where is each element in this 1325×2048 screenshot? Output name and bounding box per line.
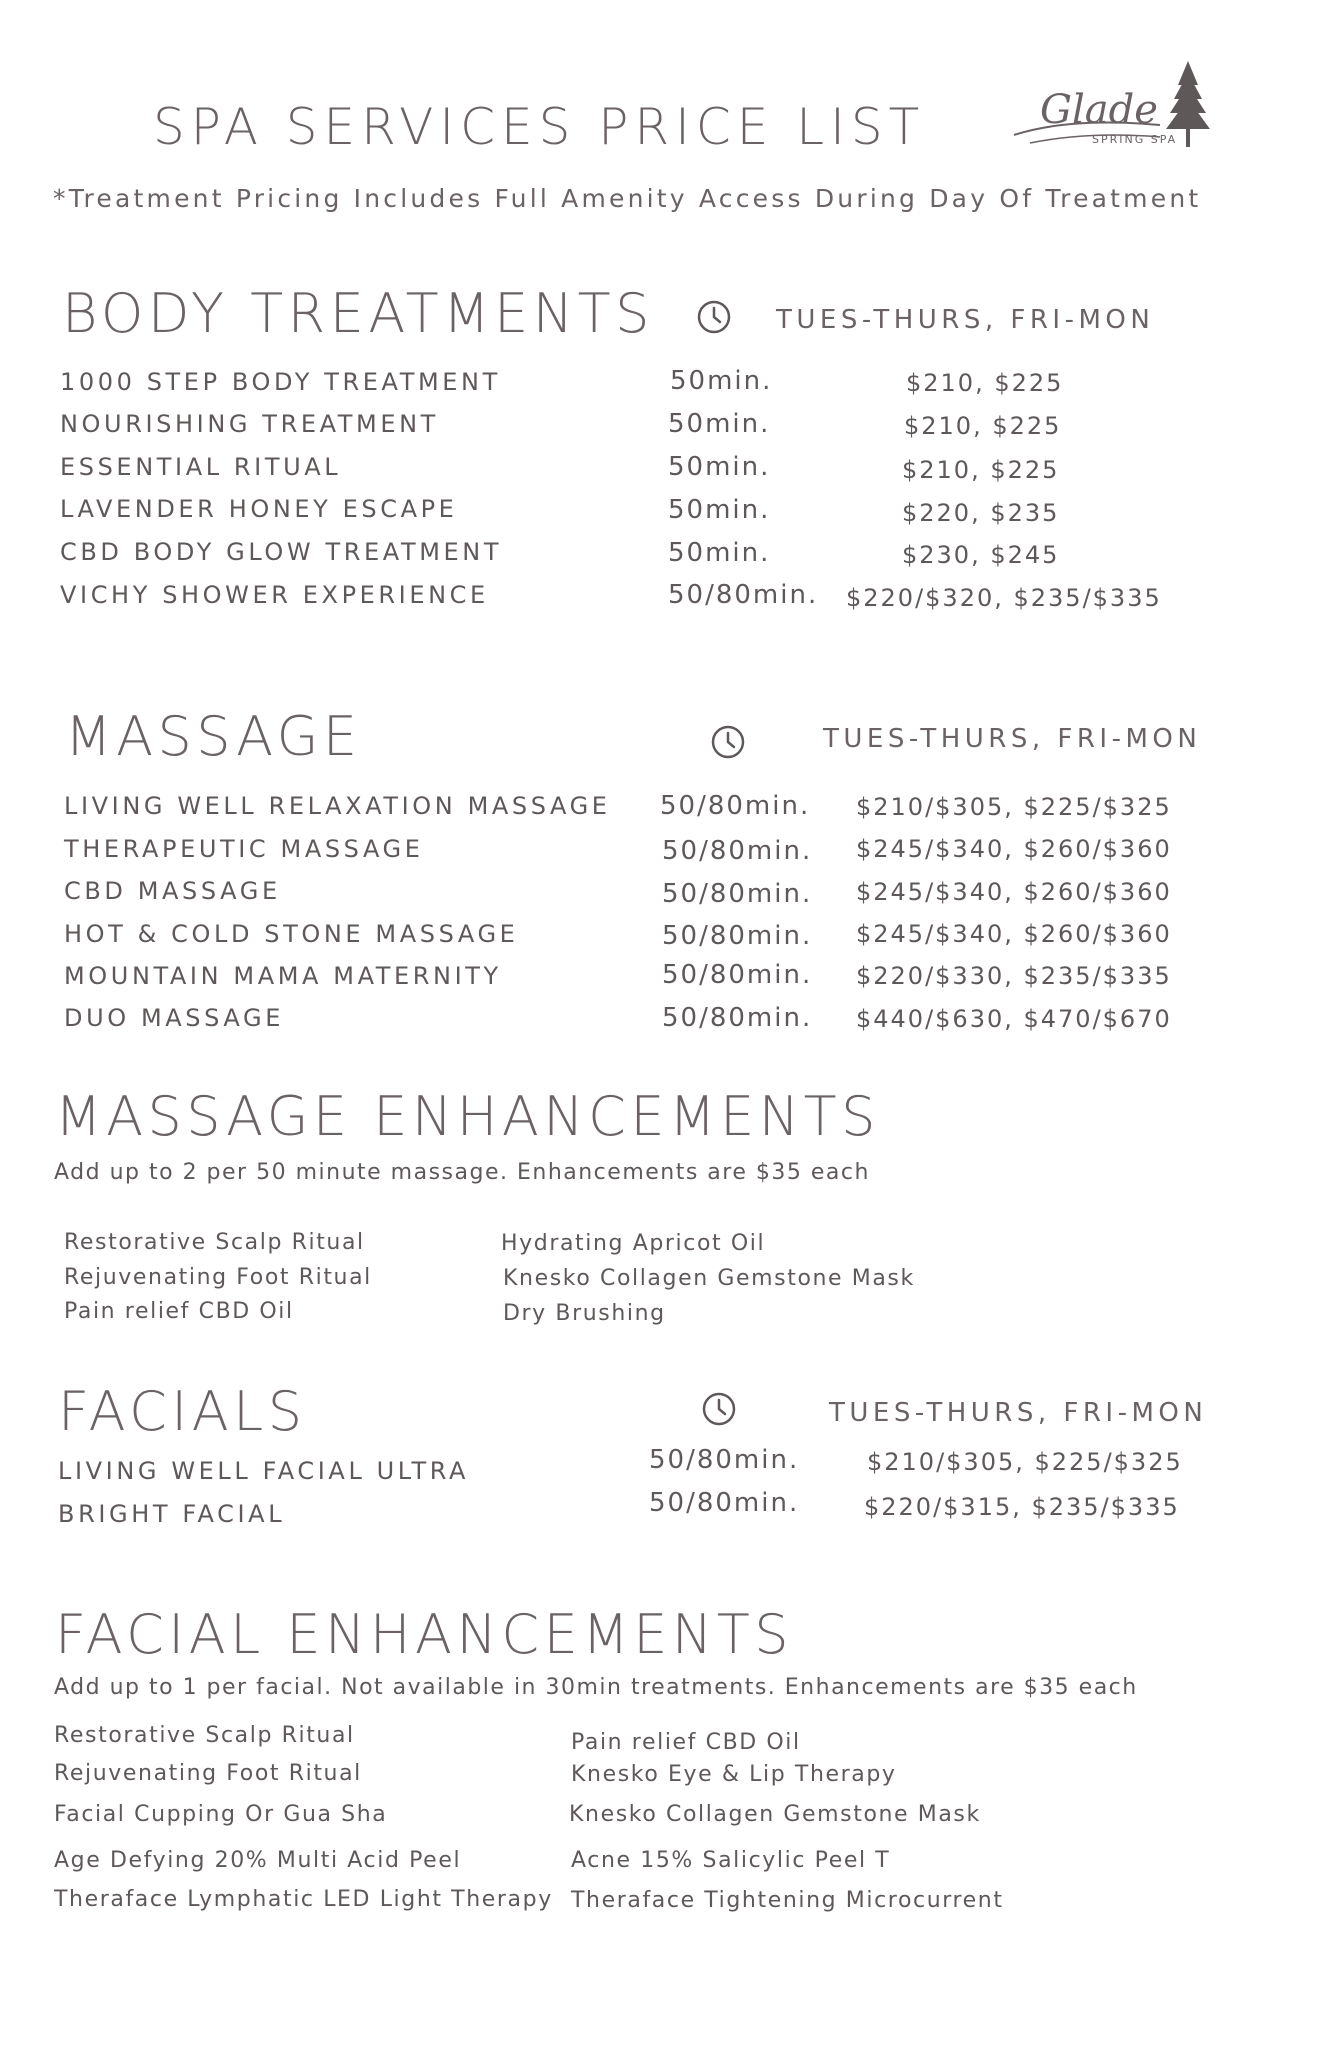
list-item: Restorative Scalp Ritual [64, 1230, 365, 1255]
list-item-duration: 50/80min. [662, 960, 813, 990]
list-item: Rejuvenating Foot Ritual [64, 1265, 372, 1290]
facial-enhancements-heading: FACIAL ENHANCEMENTS [55, 1603, 794, 1666]
list-item: Theraface Lymphatic LED Light Therapy [54, 1887, 553, 1912]
list-item-duration: 50/80min. [660, 791, 811, 821]
list-item: Knesko Eye & Lip Therapy [571, 1762, 897, 1787]
list-item-duration: 50min. [668, 409, 771, 439]
list-item-price: $220/$320, $235/$335 [846, 584, 1162, 612]
list-item-price: $210/$305, $225/$325 [867, 1448, 1183, 1476]
clock-icon [696, 299, 732, 335]
list-item-name: THERAPEUTIC MASSAGE [64, 835, 424, 863]
list-item-name: MOUNTAIN MAMA MATERNITY [64, 962, 502, 990]
list-item: Theraface Tightening Microcurrent [571, 1888, 1004, 1913]
massage-enhancements-heading: MASSAGE ENHANCEMENTS [55, 1085, 880, 1148]
list-item: Knesko Collagen Gemstone Mask [503, 1266, 915, 1291]
svg-text:SPRING SPA: SPRING SPA [1092, 133, 1178, 146]
list-item-price: $245/$340, $260/$360 [856, 835, 1172, 863]
list-item-price: $220/$315, $235/$335 [864, 1493, 1180, 1521]
list-item: Restorative Scalp Ritual [54, 1723, 355, 1748]
list-item-name: LIVING WELL FACIAL ULTRA [58, 1457, 470, 1485]
list-item-price: $210, $225 [904, 412, 1062, 440]
massage-heading: MASSAGE [65, 705, 362, 768]
list-item-duration: 50/80min. [662, 836, 813, 866]
list-item-duration: 50/80min. [668, 580, 819, 610]
spa-logo [1010, 55, 1220, 165]
list-item: Age Defying 20% Multi Acid Peel [54, 1848, 462, 1873]
list-item: Knesko Collagen Gemstone Mask [569, 1802, 981, 1827]
list-item-duration: 50min. [668, 452, 771, 482]
list-item-name: HOT & COLD STONE MASSAGE [64, 920, 519, 948]
list-item: Pain relief CBD Oil [571, 1730, 801, 1755]
list-item-duration: 50min. [670, 366, 773, 396]
list-item: Acne 15% Salicylic Peel T [571, 1848, 891, 1873]
list-item-price: $210/$305, $225/$325 [856, 793, 1172, 821]
list-item-name: LAVENDER HONEY ESCAPE [60, 495, 458, 523]
list-item-duration: 50/80min. [662, 1003, 813, 1033]
svg-text:Glade: Glade [1040, 87, 1158, 133]
list-item-name: VICHY SHOWER EXPERIENCE [60, 581, 489, 609]
list-item: Hydrating Apricot Oil [501, 1231, 766, 1256]
list-item-duration: 50/80min. [662, 879, 813, 909]
clock-icon [710, 724, 746, 760]
list-item-name: ESSENTIAL RITUAL [60, 453, 342, 481]
list-item-duration: 50/80min. [662, 921, 813, 951]
facials-days: TUES-THURS, FRI-MON [829, 1398, 1208, 1428]
list-item-price: $220, $235 [902, 499, 1060, 527]
list-item-duration: 50min. [668, 538, 771, 568]
massage-days: TUES-THURS, FRI-MON [823, 724, 1202, 754]
list-item-price: $220/$330, $235/$335 [856, 962, 1172, 990]
list-item-price: $440/$630, $470/$670 [856, 1005, 1172, 1033]
pricing-note: *Treatment Pricing Includes Full Amenity Access During Day Of Treatment [53, 184, 1202, 213]
page-title: SPA SERVICES PRICE LIST [153, 98, 926, 156]
list-item: Facial Cupping Or Gua Sha [54, 1802, 388, 1827]
list-item-price: $210, $225 [906, 369, 1064, 397]
facials-heading: FACIALS [58, 1380, 307, 1443]
list-item-name: BRIGHT FACIAL [58, 1500, 286, 1528]
list-item-name: LIVING WELL RELAXATION MASSAGE [64, 792, 611, 820]
list-item-price: $245/$340, $260/$360 [856, 920, 1172, 948]
facial-enhancements-note: Add up to 1 per facial. Not available in 30min treatments. Enhancements are $35 each [54, 1675, 1138, 1700]
list-item: Dry Brushing [503, 1301, 666, 1326]
list-item-name: 1000 STEP BODY TREATMENT [60, 368, 501, 396]
list-item-price: $230, $245 [902, 541, 1060, 569]
list-item-name: NOURISHING TREATMENT [60, 410, 439, 438]
list-item-name: CBD BODY GLOW TREATMENT [60, 538, 503, 566]
pine-tree-icon [1010, 55, 1220, 165]
list-item: Pain relief CBD Oil [64, 1299, 294, 1324]
list-item-duration: 50/80min. [649, 1445, 800, 1475]
body-treatments-heading: BODY TREATMENTS [62, 282, 654, 345]
list-item-duration: 50/80min. [649, 1488, 800, 1518]
massage-enhancements-note: Add up to 2 per 50 minute massage. Enhancements are $35 each [54, 1160, 870, 1185]
clock-icon [701, 1391, 737, 1427]
list-item-name: DUO MASSAGE [64, 1004, 284, 1032]
list-item-name: CBD MASSAGE [64, 877, 281, 905]
list-item-price: $245/$340, $260/$360 [856, 878, 1172, 906]
body-treatments-days: TUES-THURS, FRI-MON [776, 305, 1155, 335]
list-item-duration: 50min. [668, 495, 771, 525]
list-item: Rejuvenating Foot Ritual [54, 1761, 362, 1786]
list-item-price: $210, $225 [902, 456, 1060, 484]
